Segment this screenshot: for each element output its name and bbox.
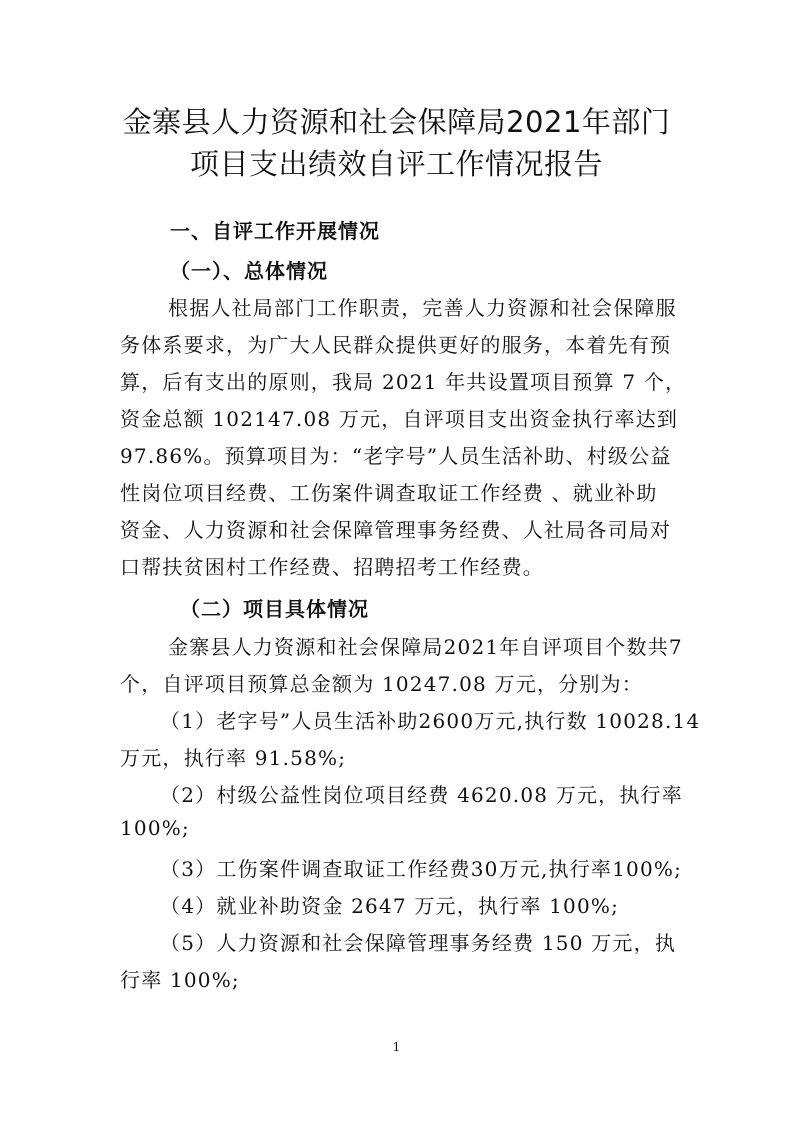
- list-item-continuation: 100%;: [120, 816, 190, 840]
- subsection-heading-projects: （二）项目具体情况: [180, 597, 369, 621]
- paragraph-line: 资金、人力资源和社会保障管理事务经费、人社局各司局对: [120, 518, 672, 542]
- list-item-continuation: 万元，执行率 91.58%;: [120, 746, 347, 770]
- subsection-heading-overall: （一）、总体情况: [170, 259, 328, 283]
- list-item: （5）人力资源和社会保障管理事务经费 150 万元，执: [160, 931, 677, 955]
- list-item: （3）工伤案件调查取证工作经费30万元,执行率100%;: [160, 857, 683, 881]
- report-title-line-1: 金寨县人力资源和社会保障局2021年部门: [122, 105, 671, 139]
- section-heading: 一、自评工作开展情况: [170, 219, 380, 243]
- list-item: （2）村级公益性岗位项目经费 4620.08 万元，执行率: [160, 783, 683, 807]
- paragraph-line: 算，后有支出的原则，我局 2021 年共设置项目预算 7 个，: [120, 370, 687, 394]
- list-item-continuation: 行率 100%;: [120, 968, 240, 992]
- paragraph-line: 个，自评项目预算总金额为 10247.08 万元，分别为：: [120, 672, 643, 696]
- paragraph-line: 根据人社局部门工作职责，完善人力资源和社会保障服: [168, 296, 677, 320]
- paragraph-line: 97.86%。预算项目为：“老字号”人员生活补助、村级公益: [120, 444, 672, 468]
- paragraph-line: 口帮扶贫困村工作经费、招聘招考工作经费。: [120, 555, 544, 579]
- paragraph-line: 性岗位项目经费、工伤案件调查取证工作经费 、就业补助: [120, 481, 658, 505]
- paragraph-line: 务体系要求，为广大人民群众提供更好的服务，本着先有预: [120, 333, 672, 357]
- report-title-line-2: 项目支出绩效自评工作情况报告: [189, 147, 603, 181]
- paragraph-line: 金寨县人力资源和社会保障局2021年自评项目个数共7: [168, 635, 683, 659]
- paragraph-line: 资金总额 102147.08 万元，自评项目支出资金执行率达到: [120, 407, 679, 431]
- page-number: 1: [392, 1040, 401, 1054]
- list-item: （4）就业补助资金 2647 万元，执行率 100%;: [160, 894, 620, 918]
- list-item: （1）老字号”人员生活补助2600万元,执行数 10028.14: [160, 709, 701, 733]
